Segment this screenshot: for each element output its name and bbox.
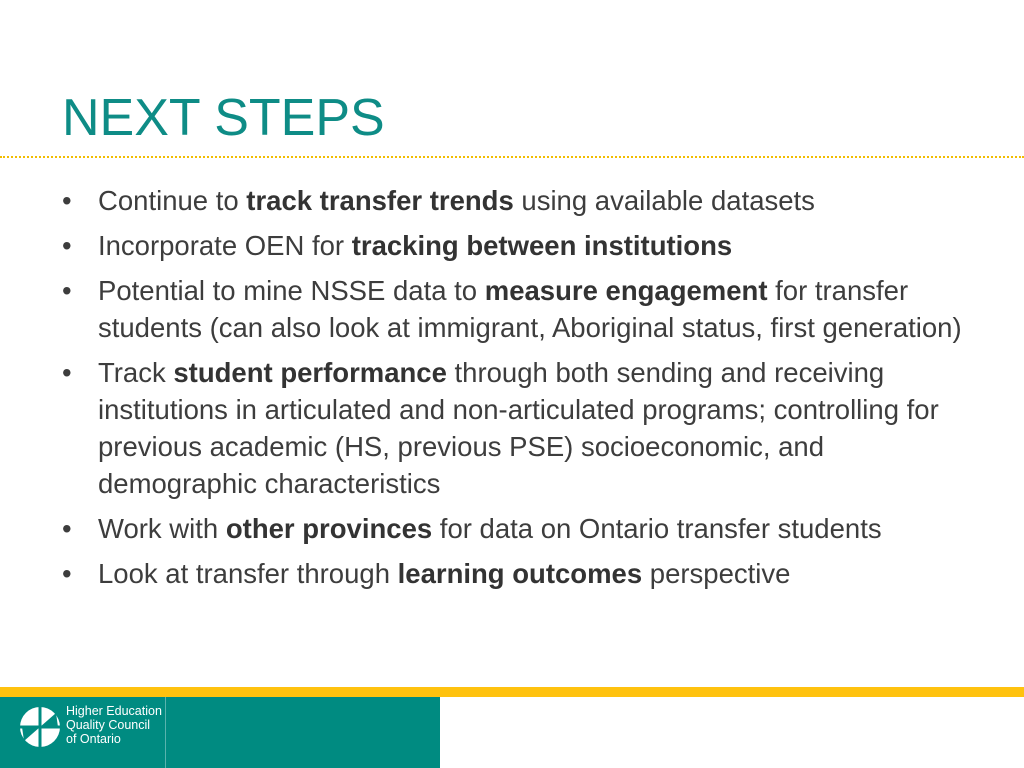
- bullet-text: for transfer students (can also look at immigrant, Aboriginal status, first generation): [98, 275, 962, 343]
- bullet-text: Potential to mine NSSE data to: [98, 275, 485, 306]
- bullet-marker: •: [62, 275, 72, 306]
- bullet-marker: •: [62, 558, 72, 589]
- bullet-item-1: [62, 182, 962, 219]
- bullet-emphasis: other provinces: [225, 513, 433, 544]
- bullet-item-4: [62, 354, 962, 502]
- footer-accent-band: [0, 687, 1024, 697]
- footer-logo-block: [0, 697, 440, 768]
- bullet-marker: •: [62, 357, 72, 388]
- bullet-list: [62, 182, 962, 600]
- bullet-text: Work with: [98, 513, 226, 544]
- logo-line: Higher Education: [66, 704, 162, 718]
- bullet-text: using available datasets: [513, 185, 815, 216]
- bullet-text: Incorporate OEN for: [98, 230, 352, 261]
- bullet-marker: •: [62, 513, 72, 544]
- bullet-item-2: [62, 227, 962, 264]
- title-divider: [0, 156, 1024, 158]
- bullet-text: Continue to: [98, 185, 247, 216]
- bullet-emphasis: track transfer trends: [246, 185, 514, 216]
- bullet-emphasis: student performance: [173, 357, 447, 388]
- bullet-emphasis: measure engagement: [484, 275, 768, 306]
- bullet-marker: •: [62, 185, 72, 216]
- bullet-text: perspective: [642, 558, 791, 589]
- logo-wordmark: [66, 704, 162, 746]
- bullet-emphasis: learning outcomes: [397, 558, 643, 589]
- bullet-text: Track: [98, 357, 174, 388]
- bullet-emphasis: tracking between institutions: [351, 230, 733, 261]
- logo-line: of Ontario: [66, 732, 121, 746]
- logo-line: Quality Council: [66, 718, 151, 732]
- bullet-item-5: [62, 510, 962, 547]
- bullet-text: Look at transfer through: [98, 558, 398, 589]
- bullet-text: for data on Ontario transfer students: [432, 513, 882, 544]
- slide-title: NEXT STEPS: [62, 89, 385, 147]
- bullet-item-6: [62, 555, 962, 592]
- bullet-item-3: [62, 272, 962, 346]
- logo-divider: [165, 697, 166, 768]
- bullet-marker: •: [62, 230, 72, 261]
- heqco-logo-icon: [18, 705, 62, 749]
- bullet-text: through both sending and receiving institutions in articulated and non-articulated programs; controlling for previous academic (HS, previous PSE) socioeconomic, and demographic characteristics: [98, 357, 939, 499]
